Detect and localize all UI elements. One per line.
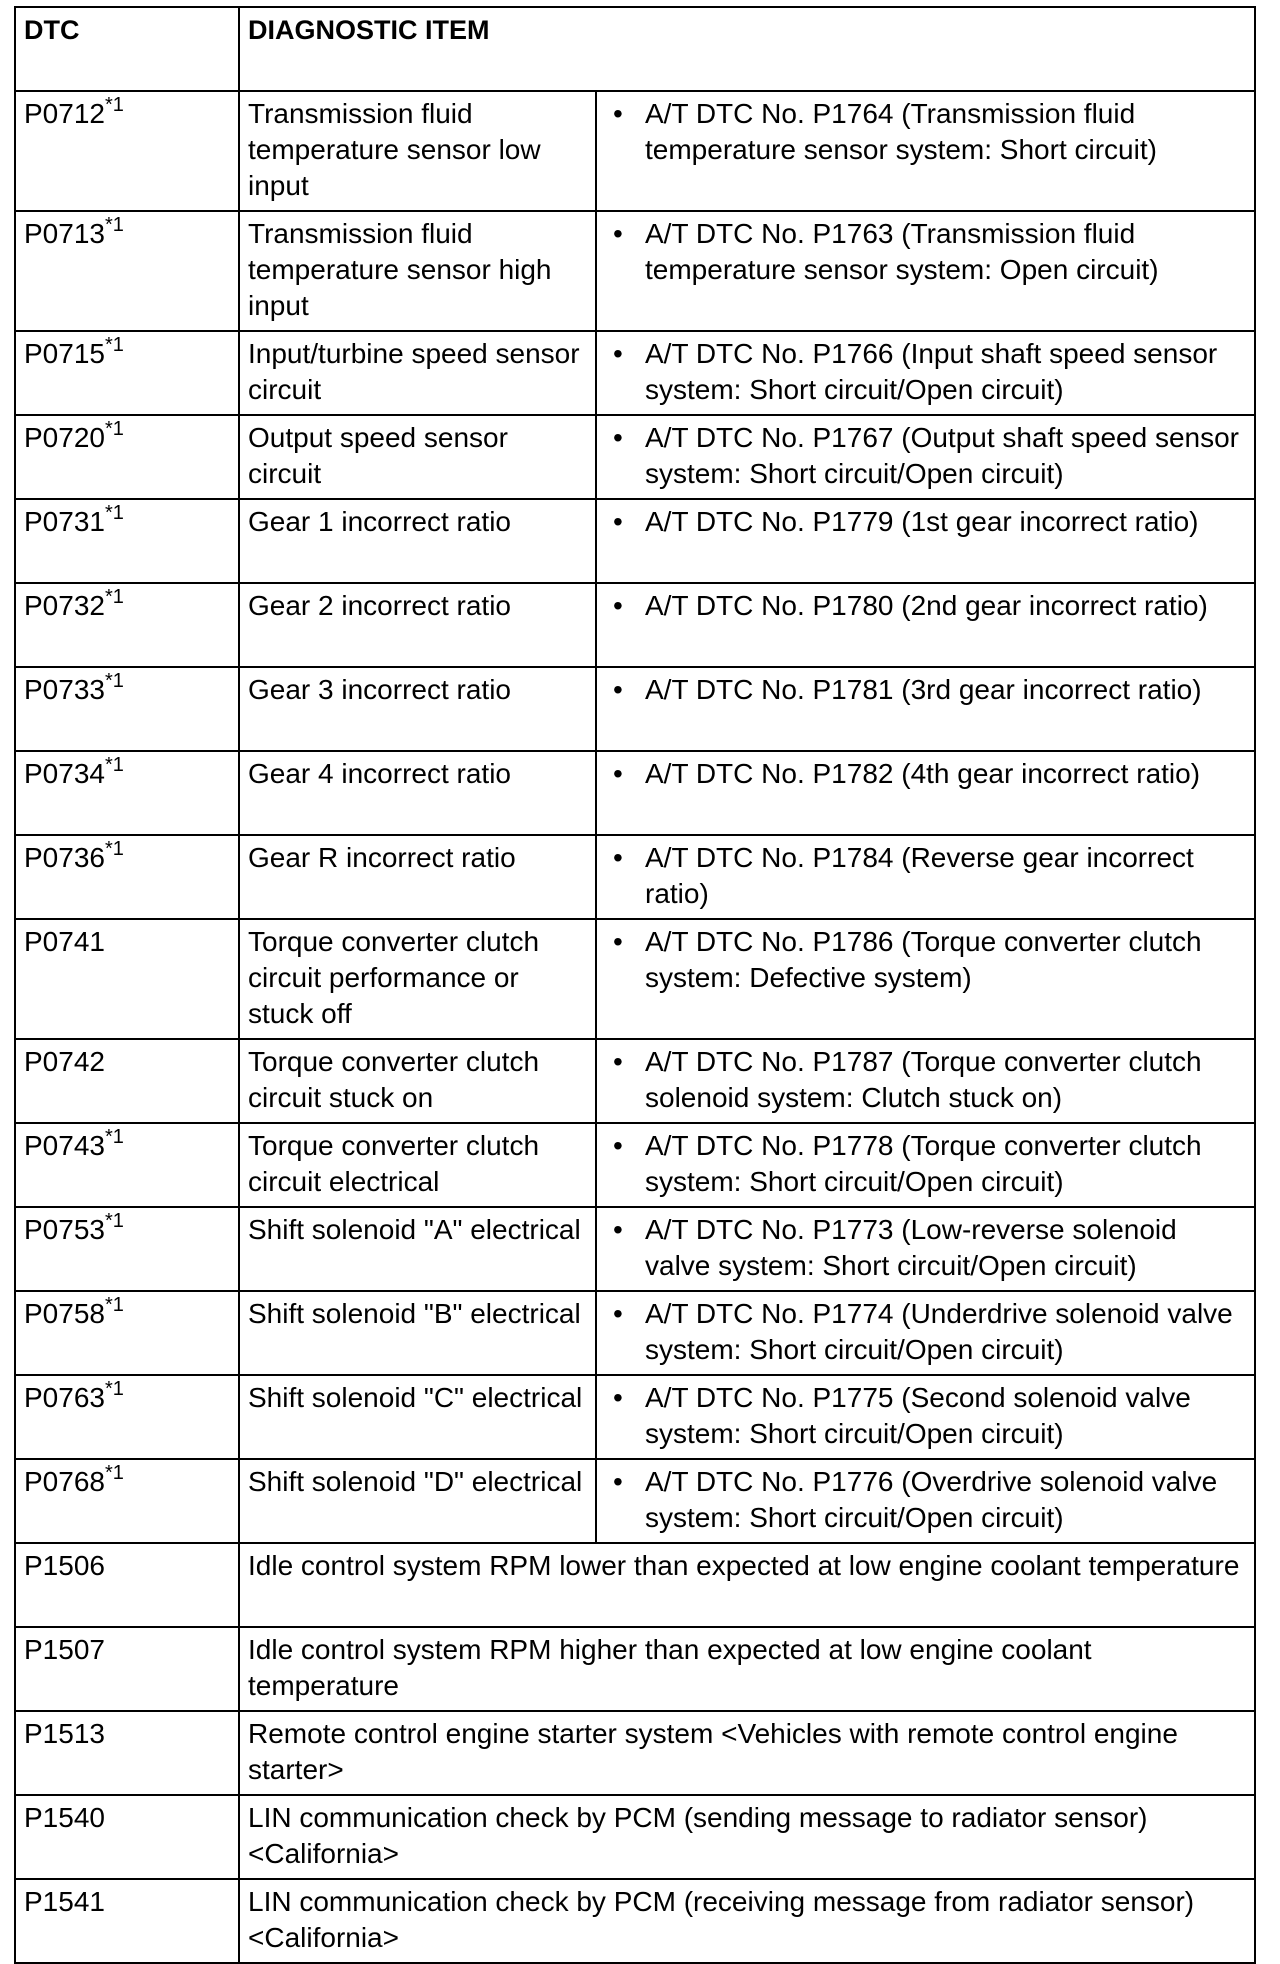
- table-row: [15, 1459, 1255, 1543]
- table-body: [15, 91, 1255, 1963]
- dtc-code-cell: [15, 91, 239, 211]
- at-dtc-detail-text: A/T DTC No. P1766 (Input shaft speed sensor system: Short circuit/Open circuit): [645, 338, 1218, 405]
- bullet-icon: •: [613, 338, 623, 369]
- at-dtc-detail-cell: [596, 667, 1255, 751]
- dtc-code: P0732: [24, 590, 105, 621]
- at-dtc-detail-cell: [596, 1459, 1255, 1543]
- diagnostic-item-cell: Shift solenoid "D" electrical: [239, 1459, 596, 1543]
- dtc-footnote-mark: *1: [104, 585, 124, 608]
- table-row: [15, 1039, 1255, 1123]
- bullet-icon: •: [613, 674, 623, 705]
- dtc-footnote-mark: *1: [104, 753, 124, 776]
- table-row: [15, 1123, 1255, 1207]
- bullet-icon: •: [613, 590, 623, 621]
- dtc-code-cell: [15, 1627, 239, 1711]
- bullet-icon: •: [613, 1466, 623, 1497]
- dtc-code-cell: [15, 667, 239, 751]
- table-row: [15, 1207, 1255, 1291]
- dtc-code: P0763: [24, 1382, 105, 1413]
- dtc-footnote-mark: *1: [104, 213, 124, 236]
- diagnostic-item-cell: Torque converter clutch circuit performance or stuck off: [239, 919, 596, 1039]
- dtc-footnote-mark: *1: [104, 1293, 124, 1316]
- dtc-code-cell: [15, 331, 239, 415]
- dtc-code-cell: [15, 211, 239, 331]
- diagnostic-item-cell: Remote control engine starter system <Vehicles with remote control engine starter>: [239, 1711, 1255, 1795]
- at-dtc-detail-cell: [596, 1291, 1255, 1375]
- table-row: [15, 751, 1255, 835]
- at-dtc-detail-text: A/T DTC No. P1776 (Overdrive solenoid valve system: Short circuit/Open circuit): [645, 1466, 1218, 1533]
- table-row: [15, 583, 1255, 667]
- diagnostic-item-cell: Shift solenoid "A" electrical: [239, 1207, 596, 1291]
- dtc-footnote-mark: *1: [104, 93, 124, 116]
- at-dtc-detail-cell: [596, 919, 1255, 1039]
- bullet-icon: •: [613, 1130, 623, 1161]
- dtc-code: P1506: [24, 1550, 105, 1581]
- dtc-footnote-mark: *1: [104, 1461, 124, 1484]
- dtc-code: P1513: [24, 1718, 105, 1749]
- dtc-code-cell: [15, 583, 239, 667]
- diagnostic-item-cell: Torque converter clutch circuit electrical: [239, 1123, 596, 1207]
- at-dtc-detail-cell: [596, 499, 1255, 583]
- at-dtc-detail-text: A/T DTC No. P1781 (3rd gear incorrect ratio): [645, 674, 1202, 705]
- dtc-code-cell: [15, 1459, 239, 1543]
- table-row: [15, 1795, 1255, 1879]
- table-row: [15, 211, 1255, 331]
- diagnostic-item-cell: LIN communication check by PCM (receiving message from radiator sensor) <California>: [239, 1879, 1255, 1963]
- bullet-icon: •: [613, 1298, 623, 1329]
- at-dtc-detail-cell: [596, 1123, 1255, 1207]
- table-row: [15, 919, 1255, 1039]
- header-dtc: DTC: [15, 7, 239, 91]
- diagnostic-item-cell: Output speed sensor circuit: [239, 415, 596, 499]
- bullet-icon: •: [613, 98, 623, 129]
- dtc-code-cell: [15, 919, 239, 1039]
- table-row: [15, 331, 1255, 415]
- table-row: [15, 1627, 1255, 1711]
- table-row: [15, 1879, 1255, 1963]
- diagnostic-item-cell: Shift solenoid "C" electrical: [239, 1375, 596, 1459]
- bullet-icon: •: [613, 1214, 623, 1245]
- diagnostic-item-cell: Idle control system RPM higher than expected at low engine coolant temperature: [239, 1627, 1255, 1711]
- dtc-code-cell: [15, 1795, 239, 1879]
- diagnostic-item-cell: Torque converter clutch circuit stuck on: [239, 1039, 596, 1123]
- bullet-icon: •: [613, 218, 623, 249]
- dtc-footnote-mark: *1: [104, 669, 124, 692]
- diagnostic-item-cell: Gear R incorrect ratio: [239, 835, 596, 919]
- bullet-icon: •: [613, 1046, 623, 1077]
- dtc-footnote-mark: *1: [104, 837, 124, 860]
- bullet-icon: •: [613, 758, 623, 789]
- dtc-code-cell: [15, 1123, 239, 1207]
- at-dtc-detail-text: A/T DTC No. P1764 (Transmission fluid temperature sensor system: Short circuit): [645, 98, 1157, 165]
- at-dtc-detail-text: A/T DTC No. P1775 (Second solenoid valve system: Short circuit/Open circuit): [645, 1382, 1191, 1449]
- dtc-code: P0758: [24, 1298, 105, 1329]
- diagnostic-item-cell: Gear 4 incorrect ratio: [239, 751, 596, 835]
- dtc-code-cell: [15, 415, 239, 499]
- dtc-code-cell: [15, 1711, 239, 1795]
- dtc-code: P0731: [24, 506, 105, 537]
- at-dtc-detail-cell: [596, 211, 1255, 331]
- diagnostic-item-cell: Input/turbine speed sensor circuit: [239, 331, 596, 415]
- dtc-code: P0734: [24, 758, 105, 789]
- dtc-code: P0742: [24, 1046, 105, 1077]
- dtc-footnote-mark: *1: [104, 1209, 124, 1232]
- bullet-icon: •: [613, 1382, 623, 1413]
- at-dtc-detail-text: A/T DTC No. P1774 (Underdrive solenoid valve system: Short circuit/Open circuit): [645, 1298, 1233, 1365]
- table-row: [15, 667, 1255, 751]
- at-dtc-detail-text: A/T DTC No. P1782 (4th gear incorrect ratio): [645, 758, 1201, 789]
- bullet-icon: •: [613, 422, 623, 453]
- dtc-footnote-mark: *1: [104, 501, 124, 524]
- at-dtc-detail-text: A/T DTC No. P1763 (Transmission fluid temperature sensor system: Open circuit): [645, 218, 1159, 285]
- dtc-code: P0768: [24, 1466, 105, 1497]
- header-diagnostic-item: DIAGNOSTIC ITEM: [239, 7, 1255, 91]
- dtc-footnote-mark: *1: [104, 1125, 124, 1148]
- dtc-code: P0743: [24, 1130, 105, 1161]
- dtc-code: P0715: [24, 338, 105, 369]
- dtc-code-cell: [15, 835, 239, 919]
- at-dtc-detail-text: A/T DTC No. P1778 (Torque converter clutch system: Short circuit/Open circuit): [645, 1130, 1202, 1197]
- dtc-code-cell: [15, 1207, 239, 1291]
- at-dtc-detail-cell: [596, 91, 1255, 211]
- at-dtc-detail-text: A/T DTC No. P1773 (Low-reverse solenoid valve system: Short circuit/Open circuit): [645, 1214, 1177, 1281]
- at-dtc-detail-cell: [596, 1207, 1255, 1291]
- dtc-code: P0733: [24, 674, 105, 705]
- dtc-code-cell: [15, 1291, 239, 1375]
- diagnostic-item-cell: Gear 3 incorrect ratio: [239, 667, 596, 751]
- at-dtc-detail-cell: [596, 583, 1255, 667]
- at-dtc-detail-text: A/T DTC No. P1786 (Torque converter clutch system: Defective system): [645, 926, 1202, 993]
- at-dtc-detail-cell: [596, 835, 1255, 919]
- at-dtc-detail-cell: [596, 1039, 1255, 1123]
- dtc-code: P1540: [24, 1802, 105, 1833]
- bullet-icon: •: [613, 506, 623, 537]
- table-row: [15, 91, 1255, 211]
- at-dtc-detail-cell: [596, 331, 1255, 415]
- dtc-code: P1507: [24, 1634, 105, 1665]
- at-dtc-detail-cell: [596, 751, 1255, 835]
- bullet-icon: •: [613, 842, 623, 873]
- dtc-code: P0720: [24, 422, 105, 453]
- dtc-code: P1541: [24, 1886, 105, 1917]
- diagnostic-item-cell: Shift solenoid "B" electrical: [239, 1291, 596, 1375]
- table-row: [15, 1543, 1255, 1627]
- at-dtc-detail-text: A/T DTC No. P1767 (Output shaft speed sensor system: Short circuit/Open circuit): [645, 422, 1240, 489]
- dtc-code-cell: [15, 751, 239, 835]
- dtc-code: P0741: [24, 926, 105, 957]
- dtc-code-cell: [15, 1543, 239, 1627]
- dtc-footnote-mark: *1: [104, 333, 124, 356]
- dtc-code: P0712: [24, 98, 105, 129]
- dtc-code: P0736: [24, 842, 105, 873]
- table-row: [15, 1291, 1255, 1375]
- table-row: [15, 415, 1255, 499]
- dtc-code: P0753: [24, 1214, 105, 1245]
- at-dtc-detail-text: A/T DTC No. P1780 (2nd gear incorrect ratio): [645, 590, 1208, 621]
- at-dtc-detail-cell: [596, 1375, 1255, 1459]
- table-header-row: [15, 7, 1255, 91]
- diagnostic-item-cell: LIN communication check by PCM (sending message to radiator sensor) <California>: [239, 1795, 1255, 1879]
- dtc-code-cell: [15, 499, 239, 583]
- dtc-code-cell: [15, 1375, 239, 1459]
- at-dtc-detail-cell: [596, 415, 1255, 499]
- diagnostic-item-cell: Gear 1 incorrect ratio: [239, 499, 596, 583]
- at-dtc-detail-text: A/T DTC No. P1779 (1st gear incorrect ratio): [645, 506, 1199, 537]
- at-dtc-detail-text: A/T DTC No. P1787 (Torque converter clutch solenoid system: Clutch stuck on): [645, 1046, 1202, 1113]
- dtc-table: [14, 6, 1256, 1964]
- at-dtc-detail-text: A/T DTC No. P1784 (Reverse gear incorrect ratio): [645, 842, 1194, 909]
- table-row: [15, 499, 1255, 583]
- diagnostic-item-cell: Gear 2 incorrect ratio: [239, 583, 596, 667]
- dtc-code: P0713: [24, 218, 105, 249]
- dtc-code-cell: [15, 1879, 239, 1963]
- table-row: [15, 1711, 1255, 1795]
- dtc-code-cell: [15, 1039, 239, 1123]
- table-row: [15, 835, 1255, 919]
- dtc-footnote-mark: *1: [104, 1377, 124, 1400]
- diagnostic-item-cell: Transmission fluid temperature sensor high input: [239, 211, 596, 331]
- diagnostic-item-cell: Idle control system RPM lower than expected at low engine coolant temperature: [239, 1543, 1255, 1627]
- table-row: [15, 1375, 1255, 1459]
- bullet-icon: •: [613, 926, 623, 957]
- dtc-footnote-mark: *1: [104, 417, 124, 440]
- diagnostic-item-cell: Transmission fluid temperature sensor low input: [239, 91, 596, 211]
